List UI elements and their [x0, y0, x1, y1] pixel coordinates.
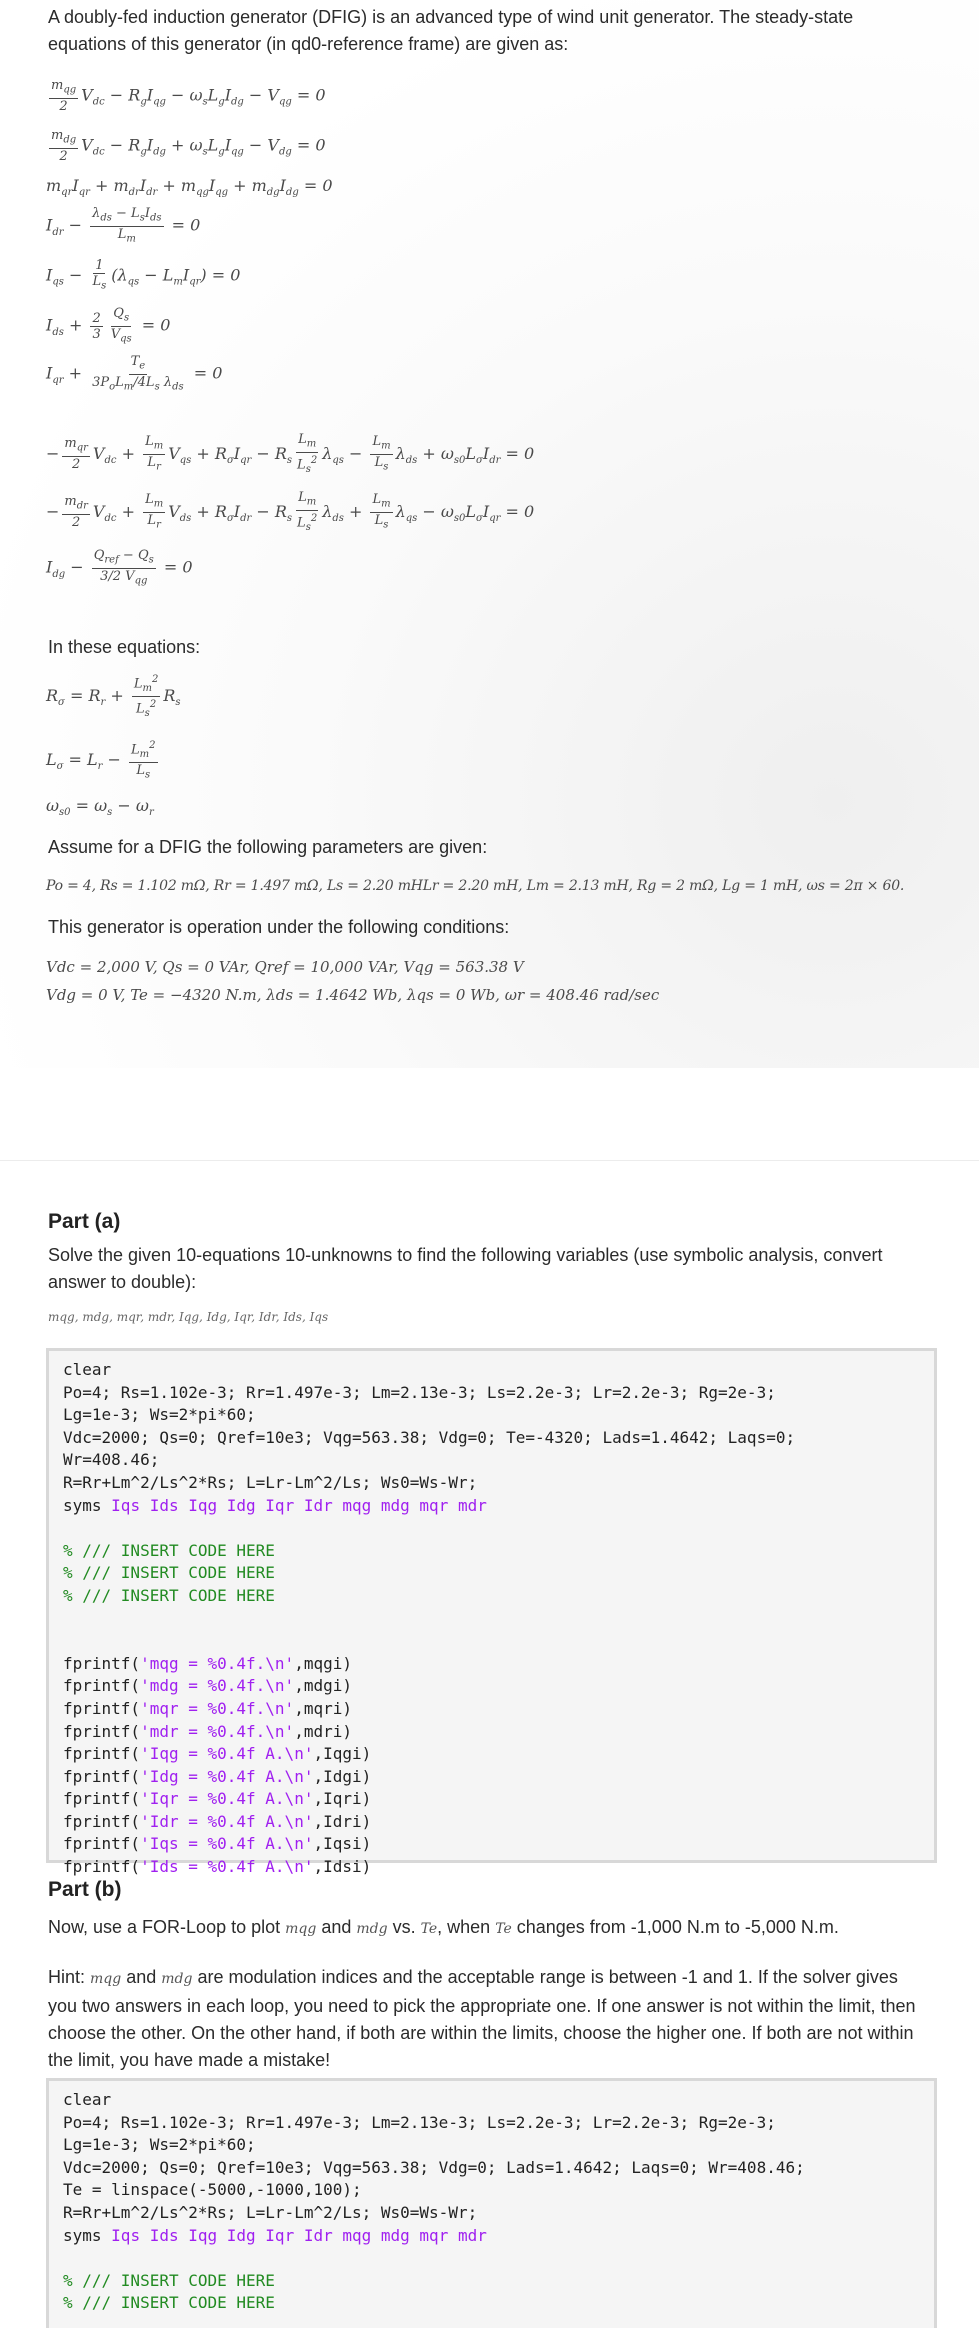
equation-6: $I_{ds}$ + $\frac{2}{3}$ $\frac{Q_s}{V_{qs}}$ = 0: [46, 306, 171, 345]
code-a-line-3: Lg=1e-3; Ws=2*pi*60;: [63, 1405, 256, 1425]
conditions-line-1: Vdc = 2,000 V, Qs = 0 VAr, Qref = 10,000 VAr, Vqg = 563.38 V: [46, 958, 524, 976]
part-b-title: Part (b): [48, 1878, 122, 1901]
equation-7: $I_{qr}$ + $\frac{T_e}{3P_oL_m/4L_s \lambda_{ds}}$ = 0: [46, 354, 223, 393]
code-a-line-9: % /// INSERT CODE HERE: [63, 1540, 275, 1560]
parameters-line: Po = 4, Rs = 1.102 mΩ, Rr = 1.497 mΩ, Ls = 2.20 mHLr = 2.20 mH, Lm = 2.13 mH, Rg = 2 mΩ, Lg = 1 mH, ωs = 2π × 60.: [46, 878, 905, 894]
hint-mqg: mqg: [90, 1971, 122, 1987]
code-a-line-13: [63, 1630, 920, 1653]
assume-paragraph: Assume for a DFIG the following parameters are given:: [48, 837, 488, 857]
code-a-line-17: fprintf('mdr = %0.4f.\n',mdri): [63, 1721, 352, 1741]
operation-paragraph: This generator is operation under the following conditions:: [48, 917, 510, 937]
definition-r-sigma: $R_\sigma = R_r$ + $\frac{L_m^2}{L_s^2}$ $R_s$: [46, 674, 181, 719]
code-a-line-7: syms Iqs Ids Iqg Idg Iqr Idr mqg mdg mqr mdr: [63, 1495, 487, 1515]
part-b-hint: Hint: mqg and mdg are modulation indices and the acceptable range is between -1 and 1. If the solver gives you two answers in each loop, you need to pick the appropriate one. If one answer is not within the limit, then choose the other. On the other hand, if both are within the limits, choose the higher one. If both are not within the limit, you have made a mistake!: [48, 1967, 916, 2070]
code-a-line-2: Po=4; Rs=1.102e-3; Rr=1.497e-3; Lm=2.13e-3; Ls=2.2e-3; Lr=2.2e-3; Rg=2e-3;: [63, 1382, 776, 1402]
inline-mqg: mqg: [285, 1921, 317, 1937]
code-b-line-4: Vdc=2000; Qs=0; Qref=10e3; Vqg=563.38; Vdg=0; Lads=1.4642; Laqs=0; Wr=408.46;: [63, 2157, 805, 2177]
code-a-line-11: % /// INSERT CODE HERE: [63, 1585, 275, 1605]
code-a-line-4: Vdc=2000; Qs=0; Qref=10e3; Vqg=563.38; Vdg=0; Te=-4320; Lads=1.4642; Laqs=0;: [63, 1427, 796, 1447]
equation-3: $m_{qr}I_{qr} + m_{dr}I_{dr} + m_{qg}I_{qg} + m_{dg}I_{dg} = 0$: [46, 176, 333, 199]
equation-5: $I_{qs}$ − $\frac{1}{L_s}$ $(\lambda_{qs} - L_mI_{qr}) = 0$: [46, 258, 241, 292]
code-a-line-8: [63, 1517, 920, 1540]
code-b-line-10: % /// INSERT CODE HERE: [63, 2293, 275, 2313]
code-a-line-16: fprintf('mqr = %0.4f.\n',mqri): [63, 1698, 352, 1718]
intro-paragraph: A doubly-fed induction generator (DFIG) is an advanced type of wind unit generator. The steady-state equations of this generator (in qd0-reference frame) are given as:: [48, 7, 854, 54]
equation-9: − $\frac{m_{dr}}{2}$ $V_{dc}$ + $\frac{L_m}{L_r}$ $V_{ds} + R_\sigma I_{dr} - R_s$ $\frac{L_m}{L_s^2}$ $\lambda_{ds}$ + $\frac{L_m}{L_s}$ $\lambda_{qs} - \omega_{s0}L_\sigma I_{qr} = 0$: [46, 490, 535, 533]
in-these-label: In these equations:: [48, 637, 201, 657]
code-b-line-5: Te = linspace(-5000,-1000,100);: [63, 2180, 362, 2200]
code-b-line-9: % /// INSERT CODE HERE: [63, 2270, 275, 2290]
code-a-line-18: fprintf('Iqg = %0.4f A.\n',Iqgi): [63, 1744, 372, 1764]
part-b-description: Now, use a FOR-Loop to plot mqg and mdg vs. Te, when Te changes from -1,000 N.m to -5,000 N.m.: [48, 1917, 839, 1937]
inline-mdg: mdg: [356, 1921, 388, 1937]
equation-4: $I_{dr}$ − $\frac{\lambda_{ds} - L_sI_{ds}}{L_m}$ = 0: [46, 206, 201, 245]
code-b-line-1: clear: [63, 2090, 112, 2109]
definition-omega-s0: $\omega_{s0} = \omega_s - \omega_r$: [46, 796, 154, 819]
inline-te: Te: [420, 1921, 438, 1937]
conditions-line-2: Vdg = 0 V, Te = −4320 N.m, λds = 1.4642 Wb, λqs = 0 Wb, ωr = 408.46 rad/sec: [46, 986, 660, 1004]
code-a-line-15: fprintf('mdg = %0.4f.\n',mdgi): [63, 1676, 352, 1696]
code-a-line-14: fprintf('mqg = %0.4f.\n',mqgi): [63, 1653, 352, 1673]
code-a-line-6: R=Rr+Lm^2/Ls^2*Rs; L=Lr-Lm^2/Ls; Ws0=Ws-Wr;: [63, 1472, 478, 1492]
equation-2: $\frac{m_{dg}}{2}$ $V_{dc} - R_gI_{dg} + \omega_sL_gI_{qg} - V_{dg} = 0$: [51, 128, 326, 164]
code-a-line-12: [63, 1608, 920, 1631]
part-a-code-block: [46, 1348, 937, 1877]
code-b-line-6: R=Rr+Lm^2/Ls^2*Rs; L=Lr-Lm^2/Ls; Ws0=Ws-Wr;: [63, 2202, 478, 2222]
code-b-line-7: syms Iqs Ids Iqg Idg Iqr Idr mqg mdg mqr mdr: [63, 2225, 487, 2245]
equation-8: − $\frac{m_{qr}}{2}$ $V_{dc}$ + $\frac{L_m}{L_r}$ $V_{qs} + R_\sigma I_{qr} - R_s$ $\frac{L_m}{L_s^2}$ $\lambda_{qs}$ − $\frac{L_m}{L_s}$ $\lambda_{ds} + \omega_{s0}L_\sigma I_{dr} = 0$: [46, 432, 535, 475]
code-a-line-5: Wr=408.46;: [63, 1450, 160, 1470]
code-a-line-22: fprintf('Iqs = %0.4f A.\n',Iqsi): [63, 1834, 372, 1854]
code-b-line-2: Po=4; Rs=1.102e-3; Rr=1.497e-3; Lm=2.13e-3; Ls=2.2e-3; Lr=2.2e-3; Rg=2e-3;: [63, 2112, 776, 2132]
part-a-title: Part (a): [48, 1210, 121, 1233]
code-a-line-1: clear: [63, 1360, 112, 1379]
code-a-line-20: fprintf('Iqr = %0.4f A.\n',Iqri): [63, 1789, 372, 1809]
hint-mdg: mdg: [161, 1971, 193, 1987]
code-a-line-10: % /// INSERT CODE HERE: [63, 1563, 275, 1583]
code-b-line-3: Lg=1e-3; Ws=2*pi*60;: [63, 2135, 256, 2155]
part-a-variables: mqg, mdg, mqr, mdr, Iqg, Idg, Iqr, Idr, Ids, Iqs: [48, 1310, 329, 1324]
equation-1: $\frac{m_{qg}}{2}$ $V_{dc} - R_gI_{qg} - \omega_sL_gI_{dg} - V_{qg} = 0$: [51, 78, 326, 114]
part-a-description: Solve the given 10-equations 10-unknowns to find the following variables (use symbolic analysis, convert answer to double):: [48, 1245, 883, 1292]
code-a-line-19: fprintf('Idg = %0.4f A.\n',Idgi): [63, 1766, 372, 1786]
equation-10: $I_{dg}$ − $\frac{Q_{ref} - Q_s}{3/2 V_{qg}}$ = 0: [46, 548, 193, 587]
code-a-line-21: fprintf('Idr = %0.4f A.\n',Idri): [63, 1811, 372, 1831]
inline-te-2: Te: [495, 1921, 512, 1937]
code-a-line-23: fprintf('Ids = %0.4f A.\n',Idsi): [63, 1857, 372, 1877]
definition-l-sigma: $L_\sigma = L_r$ − $\frac{L_m^2}{L_s}$: [46, 740, 156, 781]
code-b-line-8: [63, 2247, 920, 2270]
part-b-code-block: [46, 2078, 937, 2328]
